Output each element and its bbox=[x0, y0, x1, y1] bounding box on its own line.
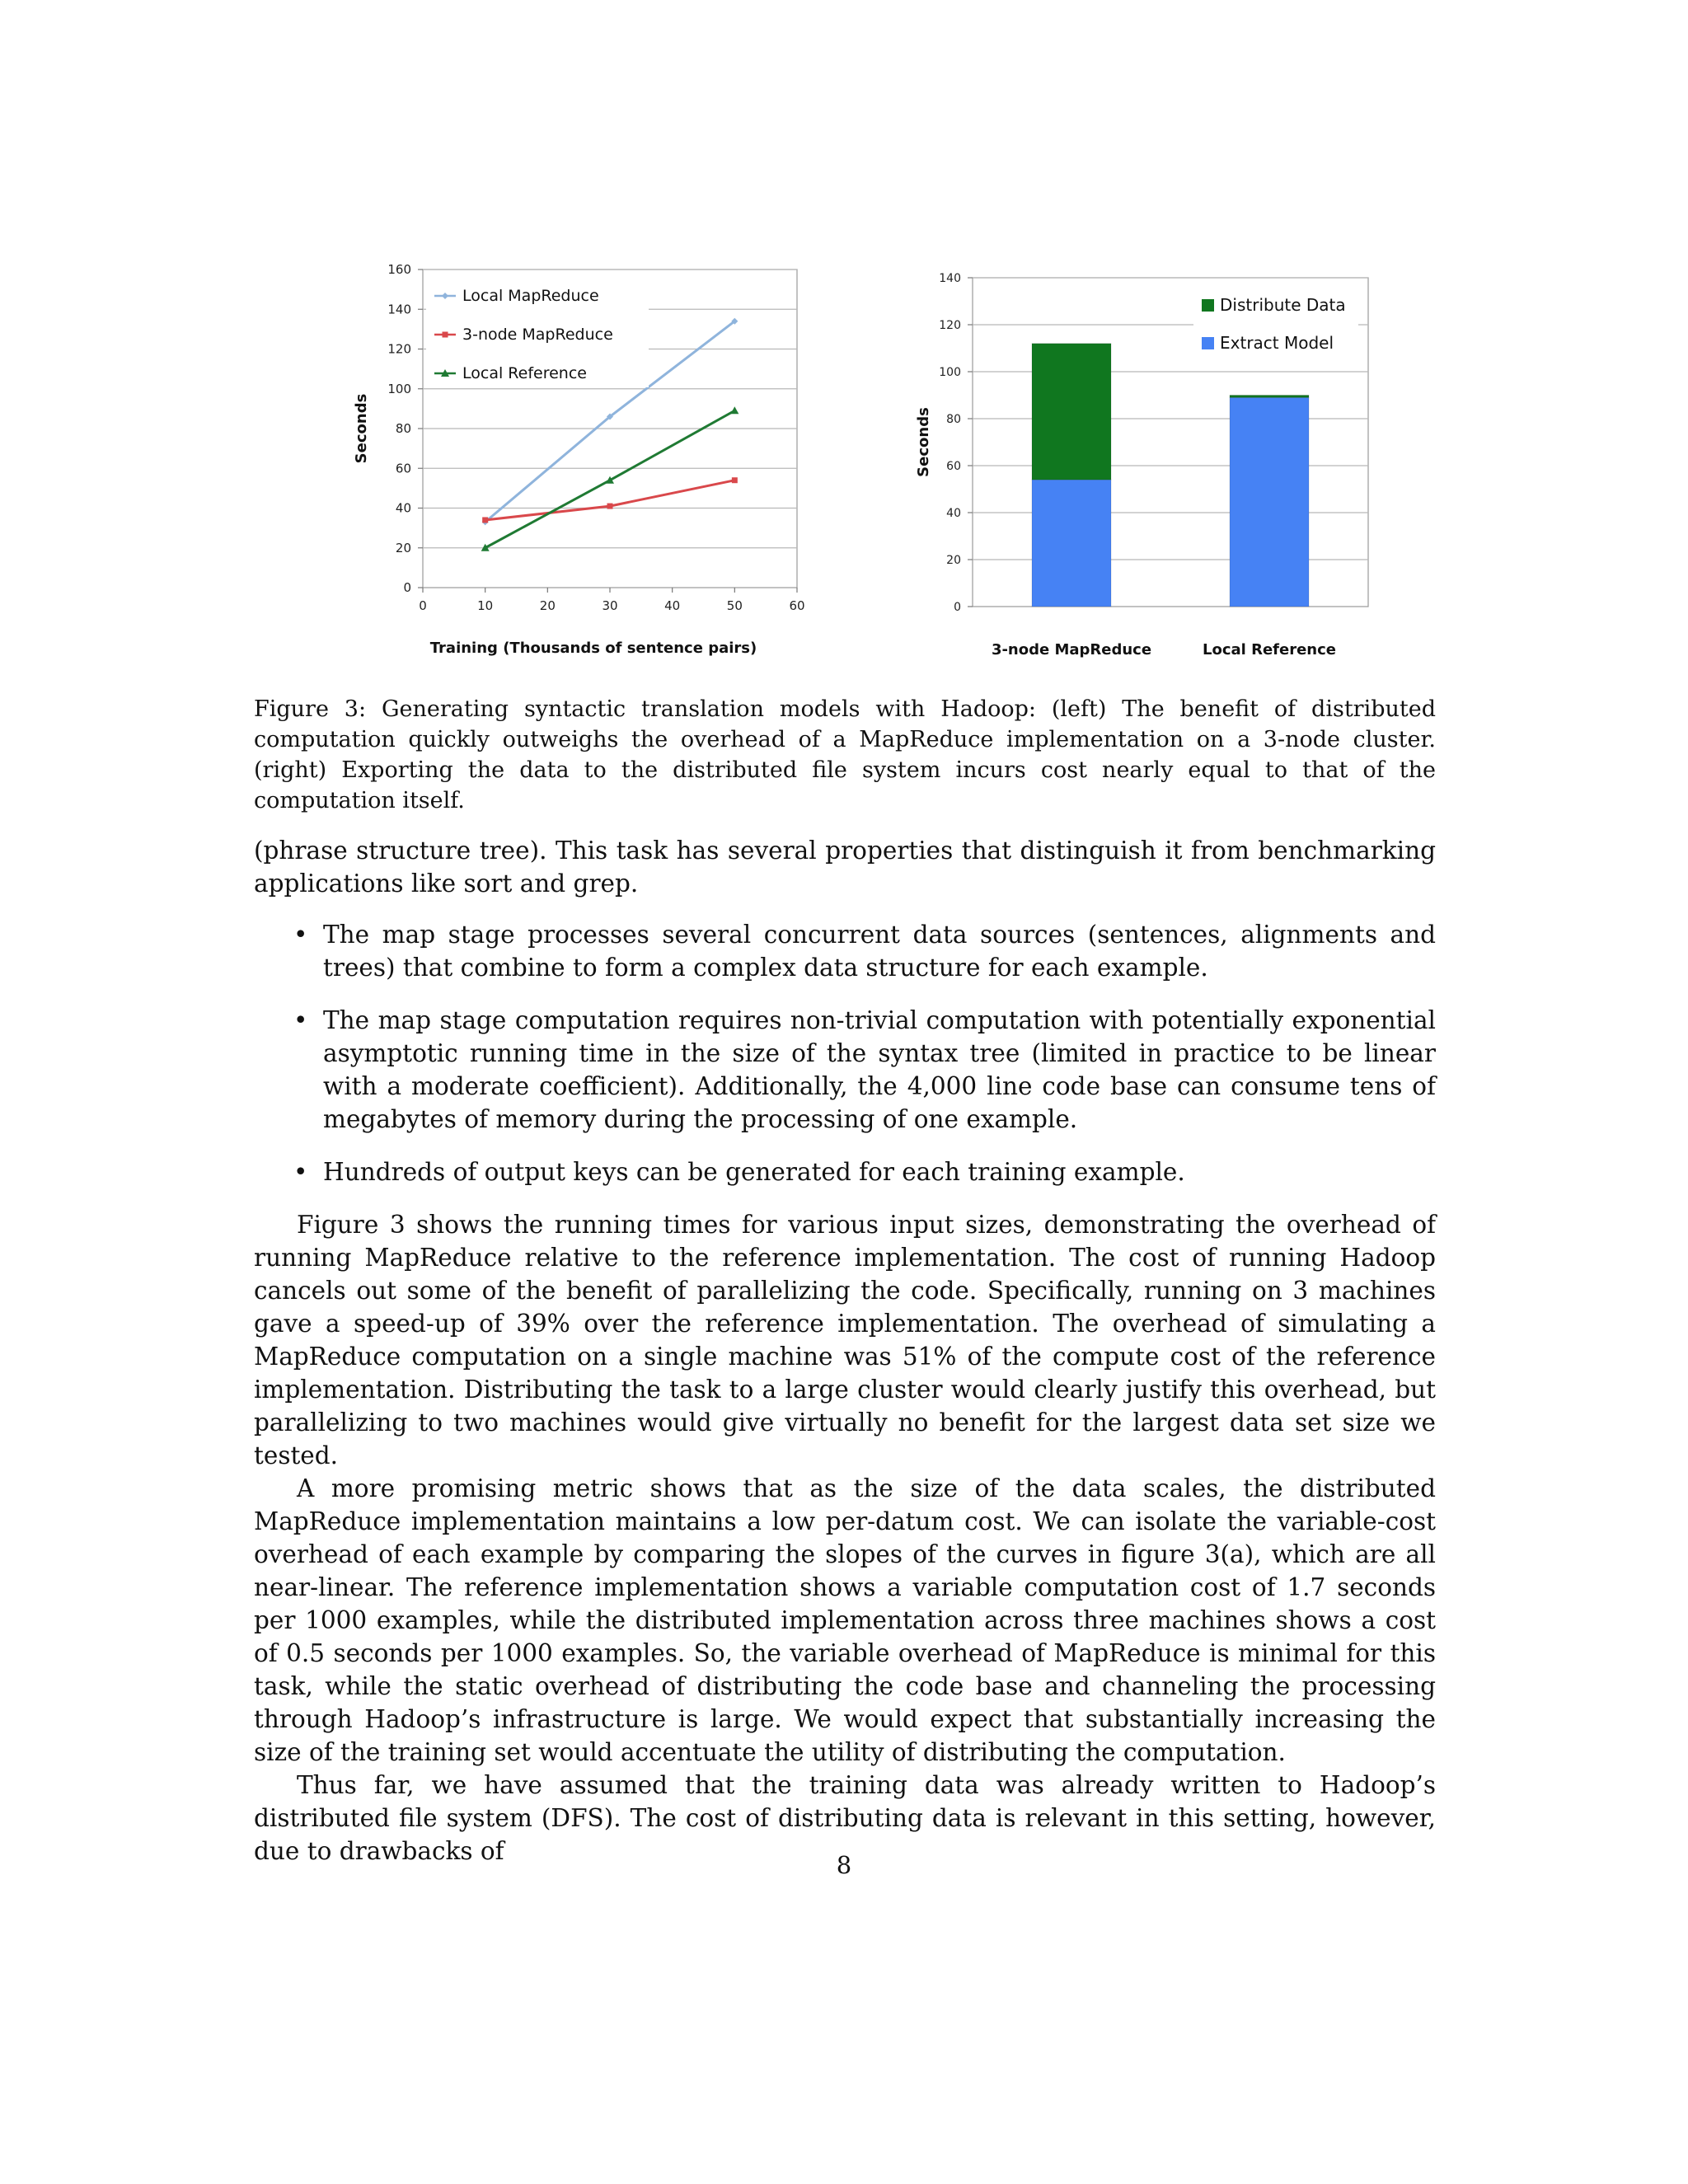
legend-label: Local MapReduce bbox=[462, 287, 599, 305]
y-tick-label: 140 bbox=[939, 272, 961, 285]
x-tick-label: 30 bbox=[602, 598, 618, 613]
legend-label: Distribute Data bbox=[1220, 295, 1346, 315]
y-tick-label: 20 bbox=[395, 540, 411, 555]
bar-segment-distribute-data bbox=[1230, 396, 1309, 398]
y-tick-label: 60 bbox=[395, 461, 411, 476]
legend-entry bbox=[1202, 333, 1334, 353]
list-item bbox=[254, 918, 1436, 984]
list-item-text: Hundreds of output keys can be generated for each training example. bbox=[323, 1158, 1185, 1186]
y-axis-title: Seconds bbox=[915, 407, 932, 477]
paragraph: A more promising metric shows that as the size of the data scales, the distributed MapReduce implementation maintains a low per-datum cost. We can isolate the variable-cost overhead of each example by comparing the slopes of the curves in figure 3(a), which are all near-linear. The reference implementation shows a variable computation cost of 1.7 seconds per 1000 examples, while the distributed implementation across three machines shows a cost of 0.5 seconds per 1000 examples. So, the variable overhead of MapReduce is minimal for this task, while the static overhead of distributing the code base and channeling the processing through Hadoop’s infrastructure is large. We would expect that substantially increasing the size of the training set would accentuate the utility of distributing the computation. bbox=[254, 1474, 1436, 1766]
x-tick-label: 10 bbox=[477, 598, 494, 613]
y-tick-label: 120 bbox=[939, 319, 961, 332]
category-label: 3-node MapReduce bbox=[991, 641, 1152, 658]
y-tick-label: 20 bbox=[946, 554, 961, 567]
y-tick-label: 160 bbox=[387, 262, 411, 277]
figure-caption bbox=[254, 694, 1436, 816]
legend-entry bbox=[1202, 295, 1346, 315]
list-item bbox=[254, 1155, 1436, 1188]
x-tick-label: 50 bbox=[726, 598, 743, 613]
y-tick-label: 80 bbox=[946, 413, 961, 426]
x-tick-label: 20 bbox=[539, 598, 556, 613]
body-text bbox=[254, 834, 1436, 1868]
figure-caption-label: Figure 3: bbox=[254, 696, 367, 722]
bullet-icon: • bbox=[293, 1006, 308, 1034]
legend-label: Extract Model bbox=[1220, 333, 1334, 353]
property-list bbox=[254, 918, 1436, 1188]
bullet-icon: • bbox=[293, 921, 308, 949]
legend-swatch bbox=[1202, 299, 1214, 312]
x-tick-label: 0 bbox=[419, 598, 427, 613]
data-point bbox=[607, 504, 613, 509]
legend-label: Local Reference bbox=[462, 364, 587, 382]
paragraph: Thus far, we have assumed that the training data was already written to Hadoop’s distributed file system (DFS). The cost of distributing data is relevant in this setting, however, due to drawbacks of bbox=[254, 1771, 1436, 1865]
category-label: Local Reference bbox=[1203, 641, 1336, 658]
y-tick-label: 100 bbox=[387, 381, 411, 396]
paragraph: Figure 3 shows the running times for various input sizes, demonstrating the overhead of running MapReduce relative to the reference implementation. The cost of running Hadoop cancels out some of the benefit of parallelizing the code. Specifically, running on 3 machines gave a speed-up of 39% over the reference implementation. The overhead of simulating a MapReduce computation on a single machine was 51% of the compute cost of the reference implementation. Distributing the task to a large cluster would clearly justify this overhead, but parallelizing to two machines would give virtually no benefit for the largest data set size we tested. bbox=[254, 1211, 1436, 1469]
y-tick-label: 120 bbox=[387, 341, 411, 357]
list-item bbox=[254, 1004, 1436, 1136]
y-tick-label: 0 bbox=[403, 580, 411, 595]
y-tick-label: 40 bbox=[946, 507, 961, 520]
y-tick-label: 80 bbox=[395, 421, 411, 436]
y-tick-label: 0 bbox=[954, 601, 961, 614]
right-stacked-bar-chart bbox=[907, 265, 1401, 663]
list-item-text: The map stage computation requires non-trivial computation with potentially exponential asymptotic running time in the size of the syntax tree (limited in practice to be linear with a moderate coefficient). Additionally, the 4,000 line code base can consume tens of megabytes of memory during the processing of one example. bbox=[323, 1006, 1436, 1133]
y-tick-label: 60 bbox=[946, 460, 961, 473]
data-point bbox=[443, 332, 448, 338]
x-tick-label: 60 bbox=[789, 598, 805, 613]
figure-caption-text: Generating syntactic translation models with Hadoop: (left) The benefit of distributed computation quickly outweighs the overhead of a MapReduce implementation on a 3-node cluster. (right) Exporting the data to the distributed file system incurs cost nearly equal to that of the computation itself. bbox=[254, 696, 1436, 813]
legend-label: 3-node MapReduce bbox=[462, 326, 613, 344]
list-item-text: The map stage processes several concurrent data sources (sentences, alignments and trees) that combine to form a complex data structure for each example. bbox=[323, 921, 1436, 982]
y-tick-label: 140 bbox=[387, 302, 411, 317]
y-tick-label: 40 bbox=[395, 500, 411, 516]
intro-paragraph: (phrase structure tree). This task has several properties that distinguish it from benchmarking applications like sort and grep. bbox=[254, 837, 1436, 898]
bar-segment-extract-model bbox=[1230, 397, 1309, 607]
y-tick-label: 100 bbox=[939, 366, 961, 379]
left-line-chart bbox=[346, 260, 808, 663]
data-point bbox=[732, 477, 738, 483]
bar-segment-distribute-data bbox=[1032, 344, 1111, 480]
x-axis-title: Training (Thousands of sentence pairs) bbox=[429, 640, 757, 657]
legend-swatch bbox=[1202, 337, 1214, 349]
x-tick-label: 40 bbox=[664, 598, 681, 613]
bar-segment-extract-model bbox=[1032, 480, 1111, 607]
bullet-icon: • bbox=[293, 1158, 308, 1186]
page-number: 8 bbox=[836, 1851, 852, 1879]
data-point bbox=[482, 517, 488, 523]
y-axis-title: Seconds bbox=[353, 393, 370, 464]
